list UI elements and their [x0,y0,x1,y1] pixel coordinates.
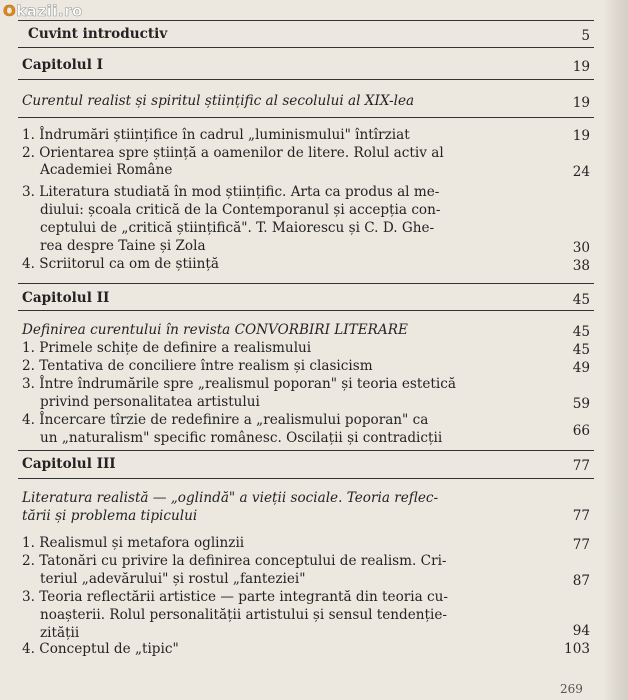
toc-entry-cont: rea despre Taine și Zola [40,238,206,254]
chapter-title: Literatura realistă — „oglindă" a vieții sociale. Teoria reflec- [22,490,439,506]
toc-entry: 4. Conceptul de „tipic" [22,641,179,657]
toc-entry-cont: zității [40,625,80,641]
toc-entry: 2. Tatonări cu privire la definirea conceptului de realism. Cri- [22,553,447,569]
page-ref: 77 [572,458,590,474]
page-ref: 45 [572,292,590,308]
rule [18,79,594,80]
chapter-heading: Capitolul III [22,456,116,472]
page-ref: 103 [564,641,590,657]
rule [18,478,594,479]
chapter-title: Curentul realist și spiritul științific al secolului al XIX-lea [22,93,415,109]
page-ref: 45 [572,342,590,358]
toc-entry-cont: privind personalitatea artistului [40,394,260,410]
page-ref: 87 [572,573,590,589]
page-ref: 5 [581,28,590,44]
toc-entry: 1. Realismul și metafora oglinzii [22,535,245,551]
toc-entry-cont: teriul „adevărului" și rostul „fanteziei" [40,571,306,587]
page-ref: 19 [572,128,590,144]
chapter-heading: Capitolul I [22,57,103,73]
page-ref: 66 [572,423,590,439]
page-ref: 19 [572,95,590,111]
page-ref: 19 [572,59,590,75]
chapter-title: Definirea curentului în revista CONVORBIRI LITERARE [22,322,408,338]
chapter-title-cont: tării și problema tipicului [22,508,198,524]
page-ref: 49 [572,360,590,376]
rule [18,20,594,21]
okazii-watermark: Okazii.ro [3,2,83,20]
page-ref: 77 [572,508,590,524]
toc-entry-cont: noașterii. Rolul personalității artistului și sensul tendenție- [40,607,447,623]
page-ref: 59 [572,396,590,412]
page-ref: 94 [572,623,590,639]
toc-entry: 1. Primele schițe de definire a realismului [22,340,312,356]
toc-entry: 3. Teoria reflectării artistice — parte integrantă din teoria cu- [22,589,448,605]
toc-entry-cont: ceptului de „critică științifică". T. Maiorescu și C. D. Ghe- [40,220,435,236]
rule [18,450,594,451]
chapter-heading: Capitolul II [22,290,110,306]
rule [18,310,594,311]
toc-entry: 3. Între îndrumările spre „realismul poporan" și teoria estetică [22,376,456,392]
toc-entry: 4. Încercare tîrzie de redefinire a „realismului poporan" ca [22,412,429,428]
page-ref: 77 [572,537,590,553]
page-ref: 45 [572,324,590,340]
page-ref: 30 [572,240,590,256]
toc-entry: 2. Orientarea spre știință a oamenilor de litere. Rolul activ al [22,145,444,161]
page-number: 269 [560,682,583,696]
page-ref: 38 [572,258,590,274]
rule [18,117,594,118]
toc-entry: 2. Tentativa de conciliere între realism și clasicism [22,358,373,374]
page-ref: 24 [572,164,590,180]
toc-entry-cont: Academiei Române [40,162,173,178]
toc-entry: 1. Îndrumări științifice în cadrul „luminismului" întîrziat [22,127,410,143]
toc-entry-cont: diului: școala critică de la Contemporanul și accepția con- [40,202,441,218]
rule [18,283,594,284]
toc-entry-cont: un „naturalism" specific românesc. Oscilații și contradicții [40,430,443,446]
rule [18,47,594,48]
page-edge-shadow [602,0,628,700]
toc-entry: 3. Literatura studiată în mod științific. Arta ca produs al me- [22,184,440,200]
toc-entry: 4. Scriitorul ca om de știință [22,256,219,272]
toc-entry-intro: Cuvint introductiv [28,26,168,42]
